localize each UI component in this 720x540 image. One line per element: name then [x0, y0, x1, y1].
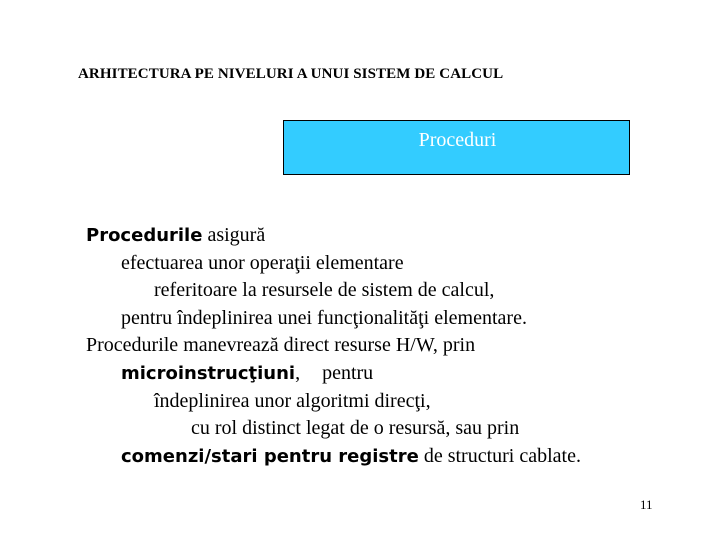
body-line-2: efectuarea unor operaţii elementare	[121, 251, 404, 274]
page-number: 11	[640, 497, 653, 512]
body-line-8: cu rol distinct legat de o resursă, sau prin	[191, 417, 520, 440]
body-line-1-rest: asigură	[202, 224, 266, 246]
body-line-3: referitoare la resursele de sistem de calcul,	[154, 279, 495, 302]
body-line-4: pentru îndeplinirea unei funcţionalităţi elementare.	[121, 306, 527, 329]
body-line-6-comma: ,	[295, 361, 301, 384]
body-line-9-rest: de structuri cablate.	[418, 444, 581, 467]
term-comenzi-stari: comenzi/stari pentru registre	[121, 445, 419, 467]
body-line-1	[86, 222, 696, 250]
body-line-5: Procedurile manevrează direct resurse H/W, prin	[86, 334, 476, 357]
slide-title: ARHITECTURA PE NIVELURI A UNUI SISTEM DE CALCUL	[78, 66, 504, 82]
body-line-6-rest: pentru	[322, 361, 374, 384]
body-line-7: îndeplinirea unor algoritmi direcţi,	[154, 389, 431, 412]
proceduri-box-label: Proceduri	[418, 129, 497, 151]
proceduri-box	[283, 120, 630, 175]
body-line-6	[86, 360, 696, 388]
term-procedurile: Procedurile	[86, 225, 203, 246]
body-text	[86, 222, 696, 470]
term-microinstructiuni: microinstrucţiuni	[121, 362, 296, 384]
body-line-9	[86, 443, 696, 471]
